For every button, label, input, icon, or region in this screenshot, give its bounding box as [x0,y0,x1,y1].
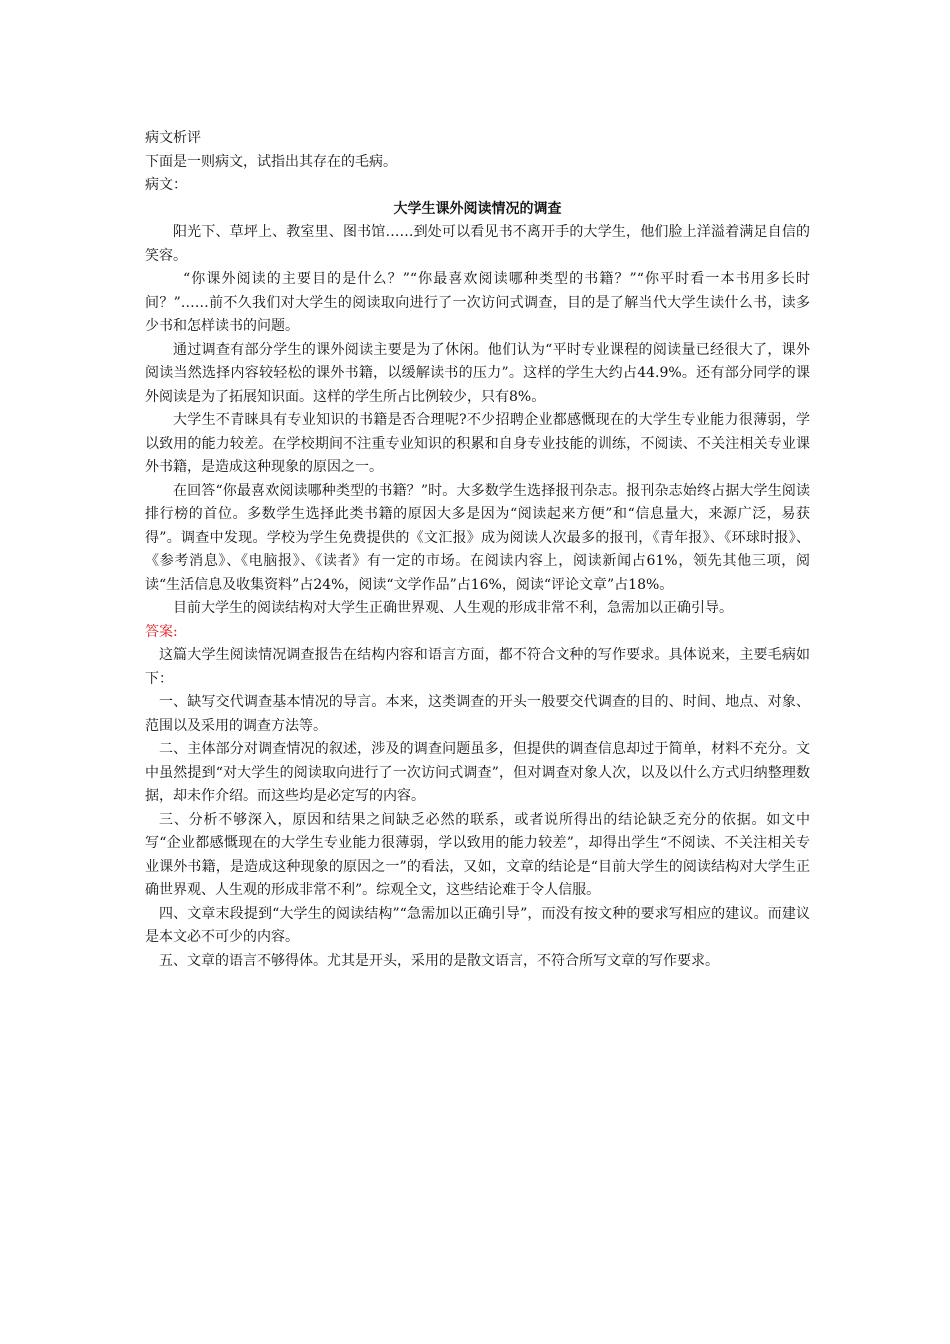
answer-paragraph-4: 四、文章末段提到“大学生的阅读结构”“急需加以正确引导”，而没有按文种的要求写相应的建议。而建议是本文必不可少的内容。 [145,905,810,945]
article-paragraph-5: 在回答“你最喜欢阅读哪种类型的书籍？”时。大多数学生选择报刊杂志。报刊杂志始终占据大学生阅读排行榜的首位。多数学生选择此类书籍的原因大多是因为“阅读起来方便”和“信息量大，来源广泛，易获得”。调查中发现。学校为学生免费提供的《文汇报》成为阅读人次最多的报刊，《青年报》、《环球时报》、《参考消息》、《电脑报》、《读者》有一定的市场。在阅读内容上，阅读新闻占61%，领先其他三项，阅读“生活信息及收集资料”占24%，阅读“文学作品”占16%，阅读“评论文章”占18%。 [145,482,810,593]
article-paragraph-1: 阳光下、草坪上、教室里、图书馆……到处可以看见书不离开手的大学生，他们脸上洋溢着满足自信的笑容。 [145,224,810,264]
answer-paragraph-intro: 这篇大学生阅读情况调查报告在结构内容和语言方面，都不符合文种的写作要求。具体说来，主要毛病如下： [145,647,810,687]
answer-label: 答案: [145,623,178,640]
answer-paragraph-1: 一、缺写交代调查基本情况的导言。本来，这类调查的开头一般要交代调查的目的、时间、地点、对象、范围以及采用的调查方法等。 [145,694,810,734]
answer-paragraph-2: 二、主体部分对调查情况的叙述，涉及的调查问题虽多，但提供的调查信息却过于简单，材料不充分。文中虽然提到“对大学生的阅读取向进行了一次访问式调查”，但对调查对象人次，以及以什么方式归纳整理数据，却未作介绍。而这些均是必定写的内容。 [145,741,810,804]
article-paragraph-2: “你课外阅读的主要目的是什么？”“你最喜欢阅读哪种类型的书籍？”“你平时看一本书用多长时间？”……前不久我们对大学生的阅读取向进行了一次访问式调查，目的是了解当代大学生读什么书，读多少书和怎样读书的问题。 [145,271,810,334]
article-paragraph-6: 目前大学生的阅读结构对大学生正确世界观、人生观的形成非常不利，急需加以正确引导。 [173,600,733,616]
article-paragraph-4: 大学生不青睐具有专业知识的书籍是否合理呢?不少招聘企业都感慨现在的大学生专业能力很薄弱，学以致用的能力较差。在学校期间不注重专业知识的积累和自身专业技能的训练，不阅读、不关注相关专业课外书籍，是造成这种现象的原因之一。 [145,412,810,475]
header-heading: 病文析评 [145,130,201,146]
article-paragraph-3: 通过调查有部分学生的课外阅读主要是为了休闲。他们认为“平时专业课程的阅读量已经很大了，课外阅读当然选择内容较轻松的课外书籍，以缓解读书的压力”。这样的学生大约占44.9%。还有部分同学的课外阅读是为了拓展知识面。这样的学生所占比例较少，只有8%。 [145,341,810,405]
header-instruction: 下面是一则病文，试指出其存在的毛病。 [145,153,397,170]
header-label: 病文： [145,177,187,193]
document-page [145,127,810,973]
answer-paragraph-3: 三、分析不够深入，原因和结果之间缺乏必然的联系，或者说所得出的结论缺乏充分的依据。如文中写“企业都感慨现在的大学生专业能力很薄弱，学以致用的能力较差”，却得出学生“不阅读、不关注相关专业课外书籍，是造成这种现象的原因之一”的看法，又如，文章的结论是“目前大学生的阅读结构对大学生正确世界观、人生观的形成非常不利”。综观全文，这些结论难于令人信服。 [145,811,810,898]
answer-paragraph-5: 五、文章的语言不够得体。尤其是开头，采用的是散文语言，不符合所写文章的写作要求。 [159,952,719,969]
article-title: 大学生课外阅读情况的调查 [393,200,562,217]
